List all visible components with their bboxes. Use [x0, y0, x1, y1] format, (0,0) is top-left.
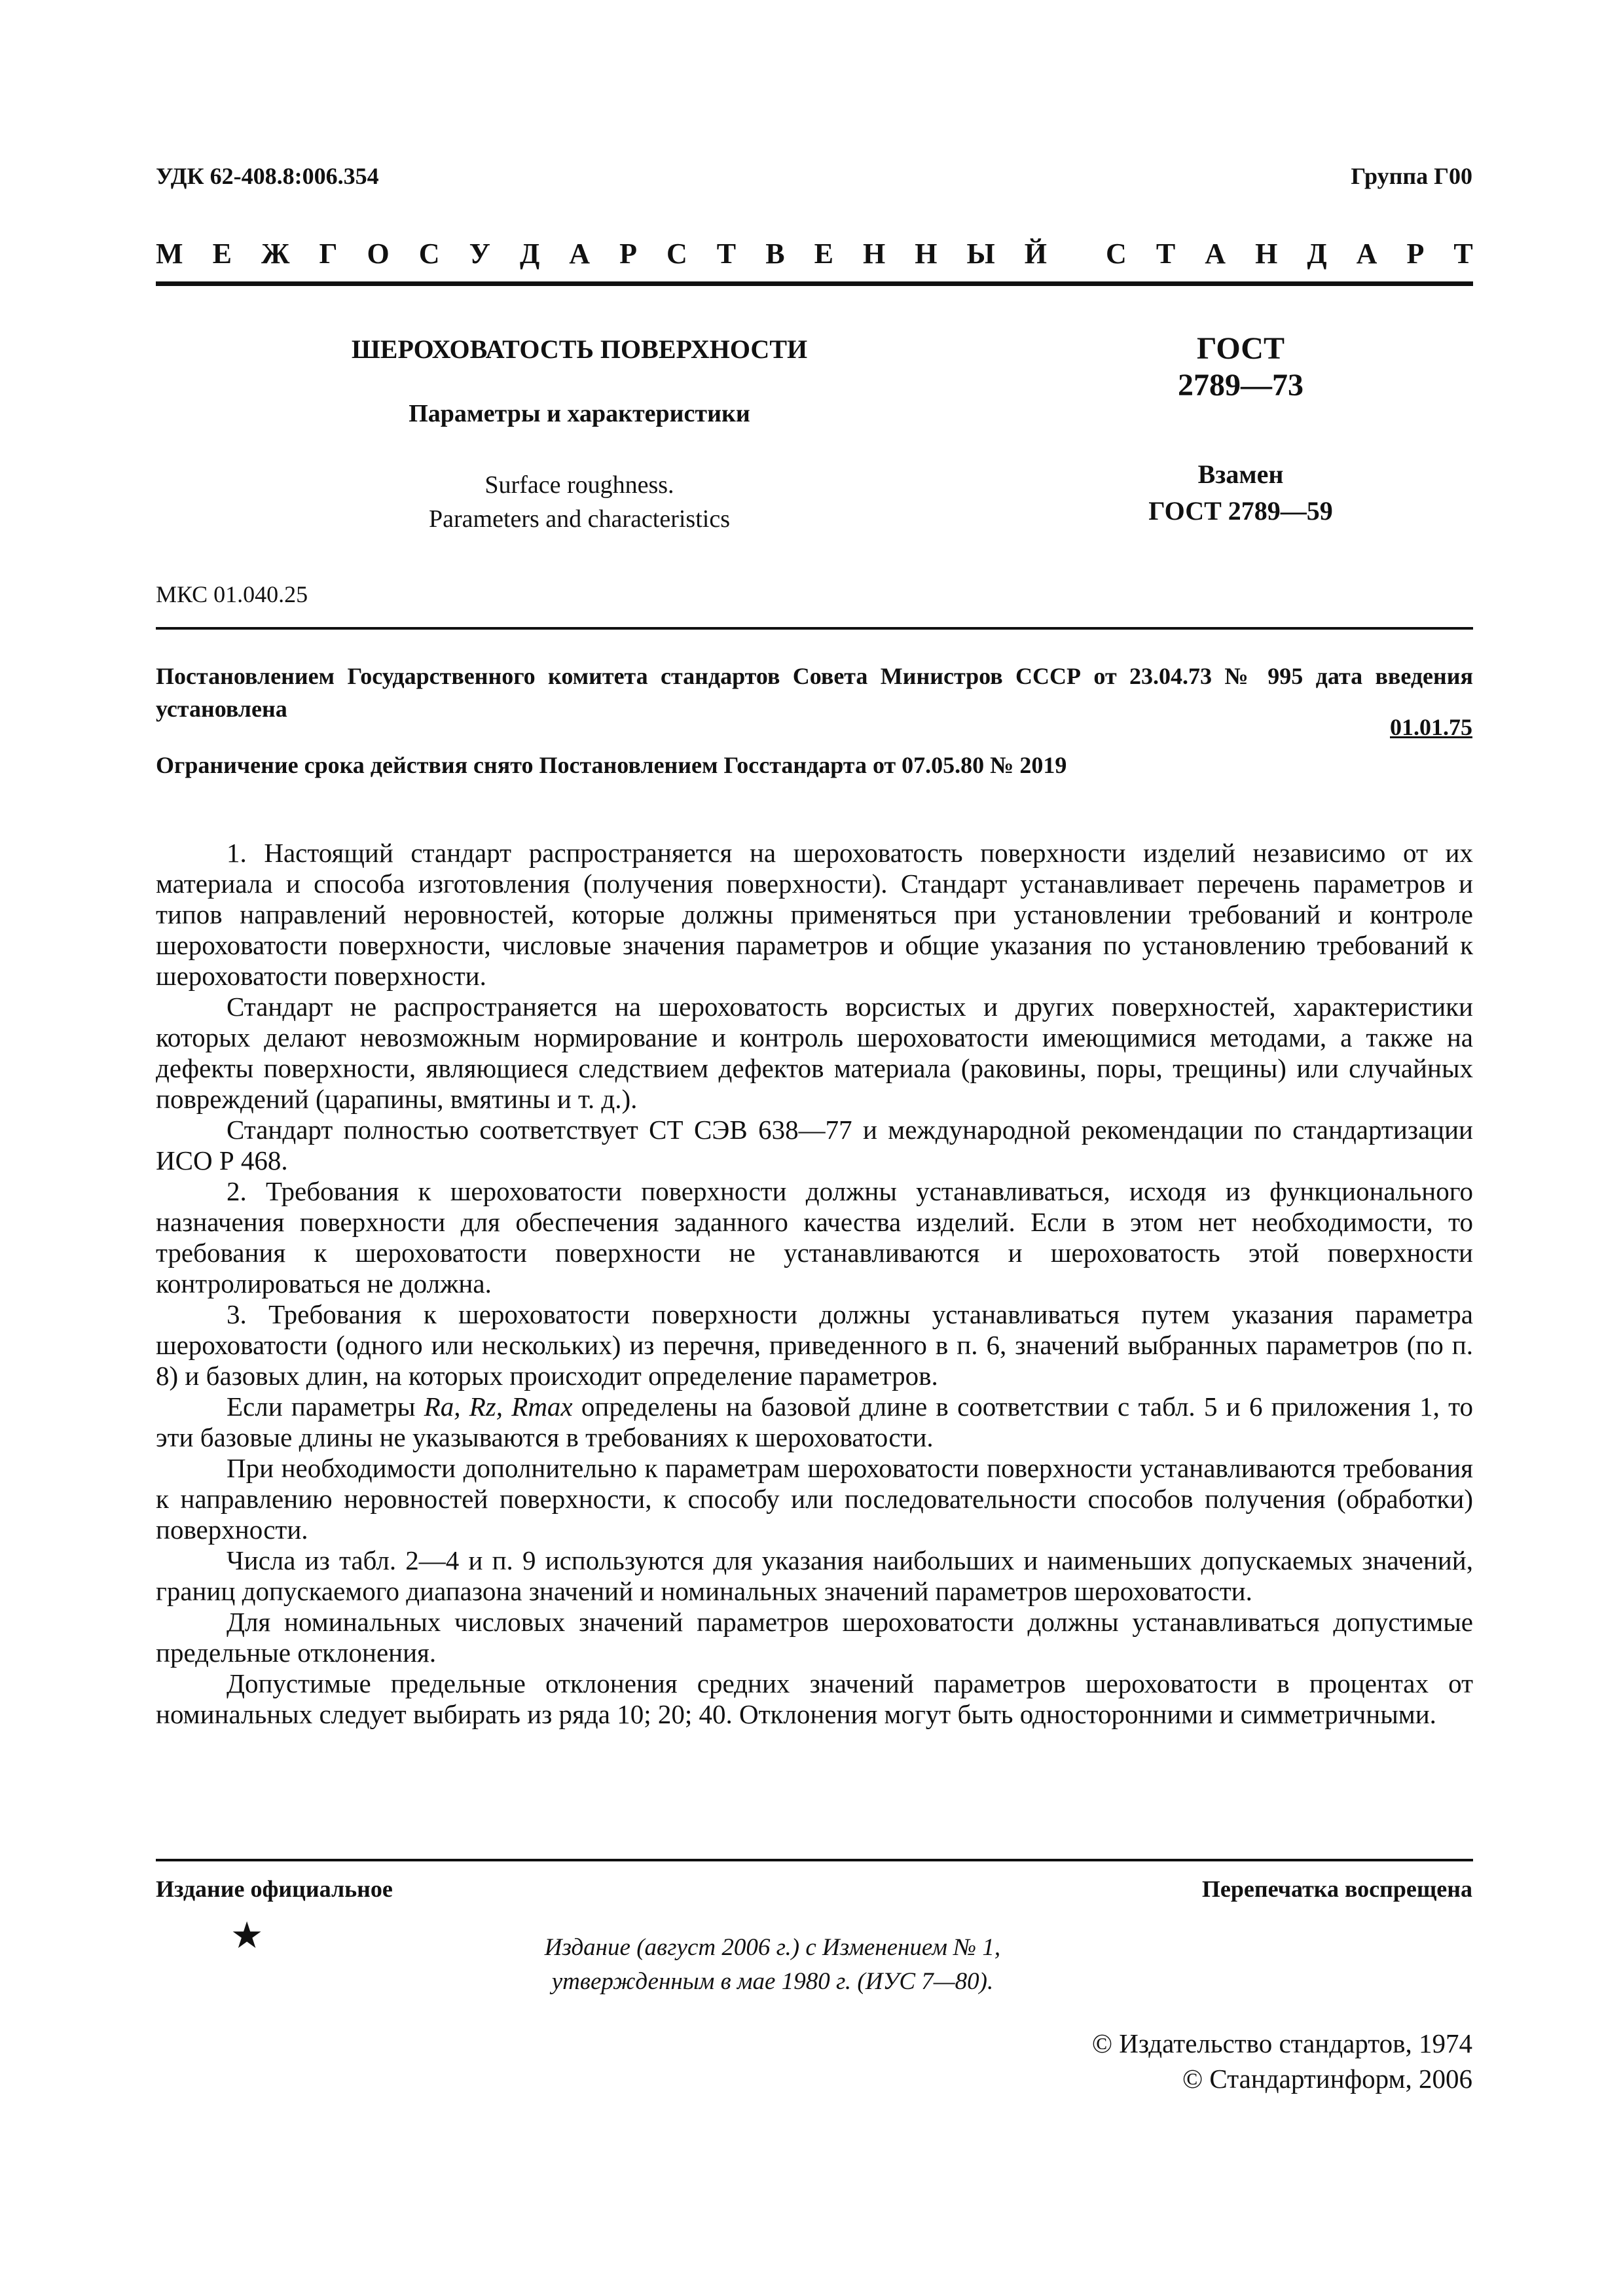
paragraph: При необходимости дополнительно к параметрам шероховатости поверхности устанавливаются требования к направлению неровностей поверхности, к способу или последовательности способов получения (обработки) поверхности. — [156, 1453, 1473, 1545]
banner-letter: Г — [319, 238, 338, 270]
banner-letter: М — [156, 238, 183, 270]
adoption-resolution: Постановлением Государственного комитета стандартов Совета Министров СССР от 23.04.73 № 995 дата введения установлена — [156, 663, 1473, 722]
document-title: ШЕРОХОВАТОСТЬ ПОВЕРХНОСТИ — [351, 334, 808, 364]
banner-letter: Д — [519, 238, 540, 270]
banner-letter: Р — [1406, 238, 1425, 270]
banner-letter: Н — [862, 238, 886, 270]
banner-letter: С — [666, 238, 687, 270]
banner-letter: У — [469, 238, 490, 270]
limitation-note: Ограничение срока действия снято Постановлением Госстандарта от 07.05.80 № 2019 — [156, 752, 1067, 778]
banner-letter: Й — [1024, 238, 1047, 270]
english-title-line: Surface roughness. — [484, 471, 674, 499]
udk-code: УДК 62-408.8:006.354 — [156, 163, 379, 189]
group-code: Группа Г00 — [1351, 163, 1472, 189]
paragraph: Допустимые предельные отклонения средних значений параметров шероховатости в процентах от номинальных следует выбирать из ряда 10; 20; 40. Отклонения могут быть односторонними и симметричными. — [156, 1668, 1473, 1729]
copyright-block — [1092, 2026, 1472, 2096]
footer-divider — [156, 1859, 1473, 1861]
banner-letter: Н — [1255, 238, 1278, 270]
edition-note — [419, 1931, 1126, 1999]
replaces-label: Взамен — [1197, 459, 1284, 489]
banner-letter: Н — [915, 238, 938, 270]
copyright-line: © Издательство стандартов, 1974 — [1091, 2028, 1472, 2058]
banner-letter: Ы — [966, 238, 995, 270]
banner-letter: Д — [1307, 238, 1327, 270]
paragraph: Числа из табл. 2—4 и п. 9 используются для указания наибольших и наименьших допускаемых значений, границ допускаемого диапазона значений и номинальных значений параметров шероховатости. — [156, 1545, 1473, 1606]
banner-letter: А — [1356, 238, 1377, 270]
english-title — [249, 468, 910, 536]
banner-letter: С — [1106, 238, 1127, 270]
mks-code: МКС 01.040.25 — [156, 581, 308, 607]
copyright-line: © Стандартинформ, 2006 — [1182, 2064, 1472, 2094]
english-title-line: Parameters and characteristics — [429, 505, 730, 533]
gost-number: 2789—73 — [1178, 368, 1304, 403]
banner-letter: О — [367, 238, 390, 270]
banner-letter: Т — [1453, 238, 1473, 270]
replaces-block — [1074, 456, 1408, 529]
standard-body — [156, 838, 1473, 1730]
header-divider — [156, 627, 1473, 630]
introduction-date: 01.01.75 — [1390, 714, 1472, 740]
banner-letter: Е — [212, 238, 232, 270]
paragraph: Для номинальных числовых значений параметров шероховатости должны устанавливаться допустимые предельные отклонения. — [156, 1607, 1473, 1668]
paragraph: Стандарт полностью соответствует СТ СЭВ 638—77 и международной рекомендации по стандартизации ИСО Р 468. — [156, 1115, 1473, 1175]
reprint-prohibited-label: Перепечатка воспрещена — [1201, 1876, 1472, 1902]
roughness-parameters: Ra, Rz, Rmax — [424, 1391, 573, 1422]
paragraph: 2. Требования к шероховатости поверхности должны устанавливаться, исходя из функционального назначения поверхности для обеспечения заданного качества изделий. Если в этом нет необходимости, то требования к шероховатости поверхности не устанавливаются и шероховатость этой поверхности контролироваться не должна. — [156, 1176, 1473, 1299]
document-subtitle: Параметры и характеристики — [409, 400, 750, 427]
interstate-standard-banner — [156, 237, 1473, 270]
banner-letter: Т — [716, 238, 737, 270]
banner-letter: Р — [619, 238, 637, 270]
paragraph-text: Если параметры — [227, 1391, 424, 1422]
paragraph-text: определены на базовой длине в соответствии с табл. 5 и 6 приложения 1, то эти базовые длины не указываются в требованиях к шероховатости. — [156, 1391, 1473, 1452]
star-icon: ★ — [230, 1916, 264, 1956]
banner-letter: А — [569, 238, 591, 270]
banner-letter: В — [765, 238, 785, 270]
gost-label: ГОСТ — [1197, 331, 1285, 366]
replaces-value: ГОСТ 2789—59 — [1148, 496, 1333, 526]
official-edition-label: Издание официальное — [156, 1876, 393, 1902]
paragraph: Стандарт не распространяется на шероховатость ворсистых и других поверхностей, характеристики которых делают невозможным нормирование и контроль шероховатости имеющимися методами, а также на дефекты поверхности, являющиеся следствием дефектов материала (раковины, поры, трещины) или случайных повреждений (царапины, вмятины и т. д.). — [156, 992, 1473, 1114]
banner-letter: А — [1205, 238, 1226, 270]
banner-rule — [156, 281, 1473, 286]
edition-line: утвержденным в мае 1980 г. (ИУС 7—80). — [551, 1968, 994, 1995]
banner-letter: С — [418, 238, 440, 270]
banner-letter: Е — [814, 238, 833, 270]
edition-line: Издание (август 2006 г.) с Изменением № 1, — [544, 1934, 1001, 1961]
banner-letter: Ж — [261, 238, 290, 270]
paragraph: 1. Настоящий стандарт распространяется на шероховатость поверхности изделий независимо от их материала и способа изготовления (получения поверхности). Стандарт устанавливает перечень параметров и типов направлений неровностей, которые должны применяться при установлении требований и контроле шероховатости поверхности, числовые значения параметров и общие указания по установлению требований к шероховатости поверхности. — [156, 838, 1473, 991]
paragraph: 3. Требования к шероховатости поверхности должны устанавливаться путем указания параметра шероховатости (одного или нескольких) из перечня, приведенного в п. 6, значений выбранных параметров (по п. 8) и базовых длин, на которых происходит определение параметров. — [156, 1299, 1473, 1391]
banner-letter: Т — [1156, 238, 1176, 270]
paragraph — [156, 1391, 1473, 1453]
gost-designation — [1074, 331, 1408, 404]
